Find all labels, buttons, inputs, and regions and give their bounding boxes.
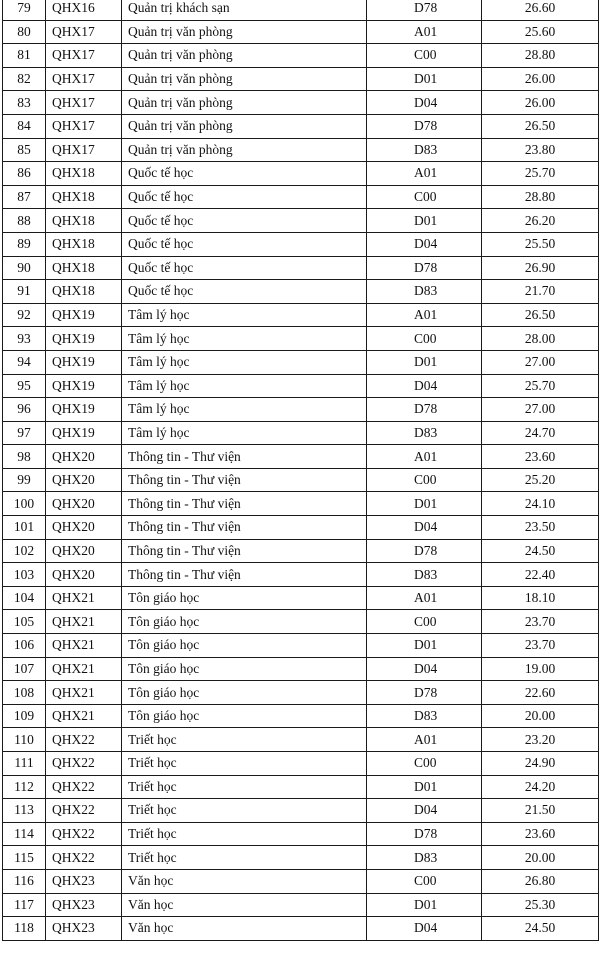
major-code-cell: QHX18: [46, 162, 122, 186]
table-row: [3, 138, 599, 162]
cutoff-score-cell: 24.50: [482, 917, 599, 941]
subject-group-cell: C00: [367, 44, 482, 68]
row-number-cell: 85: [3, 138, 46, 162]
table-row: [3, 20, 599, 44]
row-number-cell: 118: [3, 917, 46, 941]
cutoff-score-cell: 23.80: [482, 138, 599, 162]
cutoff-score-cell: 21.50: [482, 799, 599, 823]
major-name-cell: Triết học: [122, 822, 367, 846]
table-row: [3, 256, 599, 280]
table-row: [3, 374, 599, 398]
table-row: [3, 280, 599, 304]
table-row: [3, 303, 599, 327]
major-code-cell: QHX22: [46, 822, 122, 846]
table-row: [3, 398, 599, 422]
cutoff-score-cell: 26.00: [482, 67, 599, 91]
major-code-cell: QHX20: [46, 445, 122, 469]
table-row: [3, 209, 599, 233]
subject-group-cell: A01: [367, 445, 482, 469]
subject-group-cell: D01: [367, 492, 482, 516]
major-name-cell: Tâm lý học: [122, 327, 367, 351]
table-row: [3, 91, 599, 115]
row-number-cell: 107: [3, 657, 46, 681]
cutoff-score-cell: 26.60: [482, 0, 599, 20]
major-code-cell: QHX21: [46, 704, 122, 728]
row-number-cell: 103: [3, 563, 46, 587]
subject-group-cell: D78: [367, 398, 482, 422]
major-name-cell: Quản trị văn phòng: [122, 67, 367, 91]
table-row: [3, 445, 599, 469]
row-number-cell: 82: [3, 67, 46, 91]
row-number-cell: 109: [3, 704, 46, 728]
table-row: [3, 799, 599, 823]
major-code-cell: QHX21: [46, 657, 122, 681]
major-code-cell: QHX18: [46, 185, 122, 209]
cutoff-score-cell: 25.60: [482, 20, 599, 44]
row-number-cell: 112: [3, 775, 46, 799]
table-row: [3, 563, 599, 587]
major-code-cell: QHX18: [46, 256, 122, 280]
row-number-cell: 110: [3, 728, 46, 752]
subject-group-cell: D83: [367, 421, 482, 445]
major-code-cell: QHX21: [46, 610, 122, 634]
cutoff-score-cell: 19.00: [482, 657, 599, 681]
major-name-cell: Tôn giáo học: [122, 610, 367, 634]
row-number-cell: 117: [3, 893, 46, 917]
major-name-cell: Thông tin - Thư viện: [122, 539, 367, 563]
table-row: [3, 752, 599, 776]
subject-group-cell: D83: [367, 138, 482, 162]
table-row: [3, 610, 599, 634]
major-code-cell: QHX17: [46, 114, 122, 138]
table-row: [3, 516, 599, 540]
major-code-cell: QHX18: [46, 209, 122, 233]
cutoff-score-cell: 22.60: [482, 681, 599, 705]
subject-group-cell: D83: [367, 280, 482, 304]
subject-group-cell: C00: [367, 610, 482, 634]
subject-group-cell: D04: [367, 516, 482, 540]
major-code-cell: QHX21: [46, 681, 122, 705]
major-name-cell: Triết học: [122, 752, 367, 776]
major-name-cell: Tôn giáo học: [122, 586, 367, 610]
major-name-cell: Triết học: [122, 846, 367, 870]
major-name-cell: Thông tin - Thư viện: [122, 492, 367, 516]
row-number-cell: 111: [3, 752, 46, 776]
subject-group-cell: D78: [367, 114, 482, 138]
cutoff-score-cell: 26.00: [482, 91, 599, 115]
row-number-cell: 102: [3, 539, 46, 563]
row-number-cell: 116: [3, 869, 46, 893]
table-row: [3, 657, 599, 681]
major-code-cell: QHX17: [46, 67, 122, 91]
major-name-cell: Văn học: [122, 893, 367, 917]
row-number-cell: 79: [3, 0, 46, 20]
cutoff-score-cell: 25.70: [482, 374, 599, 398]
cutoff-score-cell: 26.50: [482, 303, 599, 327]
table-row: [3, 114, 599, 138]
subject-group-cell: D01: [367, 350, 482, 374]
major-name-cell: Quốc tế học: [122, 232, 367, 256]
major-name-cell: Quản trị văn phòng: [122, 138, 367, 162]
subject-group-cell: D83: [367, 846, 482, 870]
major-code-cell: QHX20: [46, 516, 122, 540]
cutoff-score-cell: 23.70: [482, 634, 599, 658]
major-name-cell: Thông tin - Thư viện: [122, 563, 367, 587]
cutoff-score-cell: 23.70: [482, 610, 599, 634]
row-number-cell: 97: [3, 421, 46, 445]
row-number-cell: 115: [3, 846, 46, 870]
score-table: [2, 0, 599, 941]
score-table-body: [3, 0, 599, 940]
major-name-cell: Triết học: [122, 728, 367, 752]
table-row: [3, 893, 599, 917]
major-name-cell: Tôn giáo học: [122, 634, 367, 658]
subject-group-cell: C00: [367, 185, 482, 209]
subject-group-cell: C00: [367, 752, 482, 776]
row-number-cell: 98: [3, 445, 46, 469]
subject-group-cell: D01: [367, 634, 482, 658]
subject-group-cell: C00: [367, 468, 482, 492]
cutoff-score-cell: 24.90: [482, 752, 599, 776]
row-number-cell: 108: [3, 681, 46, 705]
row-number-cell: 104: [3, 586, 46, 610]
table-row: [3, 869, 599, 893]
major-code-cell: QHX20: [46, 539, 122, 563]
row-number-cell: 89: [3, 232, 46, 256]
table-row: [3, 162, 599, 186]
row-number-cell: 80: [3, 20, 46, 44]
major-code-cell: QHX23: [46, 917, 122, 941]
major-code-cell: QHX18: [46, 232, 122, 256]
cutoff-score-cell: 24.20: [482, 775, 599, 799]
major-name-cell: Quản trị văn phòng: [122, 44, 367, 68]
subject-group-cell: A01: [367, 303, 482, 327]
table-row: [3, 327, 599, 351]
table-row: [3, 350, 599, 374]
major-name-cell: Tâm lý học: [122, 303, 367, 327]
major-name-cell: Văn học: [122, 917, 367, 941]
row-number-cell: 88: [3, 209, 46, 233]
row-number-cell: 101: [3, 516, 46, 540]
table-row: [3, 539, 599, 563]
table-row: [3, 681, 599, 705]
row-number-cell: 95: [3, 374, 46, 398]
table-row: [3, 232, 599, 256]
major-code-cell: QHX23: [46, 869, 122, 893]
major-name-cell: Thông tin - Thư viện: [122, 468, 367, 492]
row-number-cell: 91: [3, 280, 46, 304]
major-name-cell: Quốc tế học: [122, 209, 367, 233]
table-row: [3, 421, 599, 445]
major-code-cell: QHX18: [46, 280, 122, 304]
major-code-cell: QHX22: [46, 775, 122, 799]
subject-group-cell: D04: [367, 91, 482, 115]
table-row: [3, 728, 599, 752]
cutoff-score-cell: 25.20: [482, 468, 599, 492]
major-name-cell: Tâm lý học: [122, 421, 367, 445]
cutoff-score-cell: 23.60: [482, 445, 599, 469]
subject-group-cell: D04: [367, 374, 482, 398]
major-name-cell: Quốc tế học: [122, 162, 367, 186]
cutoff-score-cell: 18.10: [482, 586, 599, 610]
major-code-cell: QHX22: [46, 846, 122, 870]
subject-group-cell: D04: [367, 917, 482, 941]
subject-group-cell: D83: [367, 704, 482, 728]
major-code-cell: QHX17: [46, 138, 122, 162]
cutoff-score-cell: 23.60: [482, 822, 599, 846]
major-code-cell: QHX17: [46, 20, 122, 44]
major-name-cell: Tôn giáo học: [122, 681, 367, 705]
table-row: [3, 492, 599, 516]
major-code-cell: QHX20: [46, 563, 122, 587]
cutoff-score-cell: 26.50: [482, 114, 599, 138]
subject-group-cell: A01: [367, 728, 482, 752]
cutoff-score-cell: 28.80: [482, 44, 599, 68]
table-row: [3, 44, 599, 68]
major-code-cell: QHX20: [46, 468, 122, 492]
row-number-cell: 84: [3, 114, 46, 138]
major-code-cell: QHX19: [46, 303, 122, 327]
major-name-cell: Thông tin - Thư viện: [122, 516, 367, 540]
subject-group-cell: D78: [367, 822, 482, 846]
table-row: [3, 634, 599, 658]
major-name-cell: Triết học: [122, 775, 367, 799]
cutoff-score-cell: 20.00: [482, 704, 599, 728]
major-name-cell: Tâm lý học: [122, 350, 367, 374]
subject-group-cell: D04: [367, 657, 482, 681]
major-name-cell: Quản trị khách sạn: [122, 0, 367, 20]
table-row: [3, 917, 599, 941]
table-row: [3, 704, 599, 728]
subject-group-cell: A01: [367, 586, 482, 610]
major-code-cell: QHX16: [46, 0, 122, 20]
major-name-cell: Tâm lý học: [122, 374, 367, 398]
major-name-cell: Tôn giáo học: [122, 704, 367, 728]
major-code-cell: QHX22: [46, 728, 122, 752]
cutoff-score-cell: 24.10: [482, 492, 599, 516]
row-number-cell: 105: [3, 610, 46, 634]
table-row: [3, 846, 599, 870]
major-name-cell: Triết học: [122, 799, 367, 823]
cutoff-score-cell: 28.00: [482, 327, 599, 351]
cutoff-score-cell: 26.80: [482, 869, 599, 893]
cutoff-score-cell: 24.50: [482, 539, 599, 563]
subject-group-cell: D01: [367, 775, 482, 799]
table-row: [3, 185, 599, 209]
cutoff-score-cell: 21.70: [482, 280, 599, 304]
major-name-cell: Tôn giáo học: [122, 657, 367, 681]
major-name-cell: Quốc tế học: [122, 185, 367, 209]
row-number-cell: 81: [3, 44, 46, 68]
subject-group-cell: C00: [367, 869, 482, 893]
major-name-cell: Thông tin - Thư viện: [122, 445, 367, 469]
subject-group-cell: D78: [367, 0, 482, 20]
major-name-cell: Tâm lý học: [122, 398, 367, 422]
major-code-cell: QHX19: [46, 350, 122, 374]
row-number-cell: 94: [3, 350, 46, 374]
major-code-cell: QHX22: [46, 752, 122, 776]
major-name-cell: Quốc tế học: [122, 256, 367, 280]
subject-group-cell: D01: [367, 209, 482, 233]
cutoff-score-cell: 25.70: [482, 162, 599, 186]
major-code-cell: QHX19: [46, 374, 122, 398]
subject-group-cell: D83: [367, 563, 482, 587]
table-row: [3, 775, 599, 799]
major-code-cell: QHX19: [46, 421, 122, 445]
cutoff-score-cell: 28.80: [482, 185, 599, 209]
row-number-cell: 113: [3, 799, 46, 823]
cutoff-score-cell: 26.20: [482, 209, 599, 233]
table-row: [3, 0, 599, 20]
major-code-cell: QHX17: [46, 44, 122, 68]
cutoff-score-cell: 23.20: [482, 728, 599, 752]
major-name-cell: Văn học: [122, 869, 367, 893]
major-code-cell: QHX19: [46, 327, 122, 351]
cutoff-score-cell: 26.90: [482, 256, 599, 280]
subject-group-cell: A01: [367, 162, 482, 186]
row-number-cell: 100: [3, 492, 46, 516]
table-row: [3, 586, 599, 610]
row-number-cell: 92: [3, 303, 46, 327]
row-number-cell: 106: [3, 634, 46, 658]
row-number-cell: 99: [3, 468, 46, 492]
major-code-cell: QHX21: [46, 634, 122, 658]
row-number-cell: 96: [3, 398, 46, 422]
row-number-cell: 114: [3, 822, 46, 846]
major-code-cell: QHX17: [46, 91, 122, 115]
subject-group-cell: C00: [367, 327, 482, 351]
table-row: [3, 67, 599, 91]
cutoff-score-cell: 27.00: [482, 398, 599, 422]
subject-group-cell: D78: [367, 681, 482, 705]
major-name-cell: Quản trị văn phòng: [122, 91, 367, 115]
subject-group-cell: D04: [367, 232, 482, 256]
major-code-cell: QHX22: [46, 799, 122, 823]
cutoff-score-cell: 20.00: [482, 846, 599, 870]
table-row: [3, 822, 599, 846]
subject-group-cell: D01: [367, 893, 482, 917]
table-row: [3, 468, 599, 492]
major-code-cell: QHX19: [46, 398, 122, 422]
subject-group-cell: D78: [367, 539, 482, 563]
subject-group-cell: A01: [367, 20, 482, 44]
cutoff-score-cell: 25.30: [482, 893, 599, 917]
subject-group-cell: D01: [367, 67, 482, 91]
row-number-cell: 86: [3, 162, 46, 186]
cutoff-score-cell: 27.00: [482, 350, 599, 374]
row-number-cell: 93: [3, 327, 46, 351]
row-number-cell: 90: [3, 256, 46, 280]
major-name-cell: Quốc tế học: [122, 280, 367, 304]
subject-group-cell: D04: [367, 799, 482, 823]
row-number-cell: 87: [3, 185, 46, 209]
major-name-cell: Quản trị văn phòng: [122, 20, 367, 44]
major-code-cell: QHX21: [46, 586, 122, 610]
cutoff-score-cell: 23.50: [482, 516, 599, 540]
cutoff-score-cell: 25.50: [482, 232, 599, 256]
cutoff-score-cell: 22.40: [482, 563, 599, 587]
major-code-cell: QHX20: [46, 492, 122, 516]
major-name-cell: Quản trị văn phòng: [122, 114, 367, 138]
major-code-cell: QHX23: [46, 893, 122, 917]
subject-group-cell: D78: [367, 256, 482, 280]
row-number-cell: 83: [3, 91, 46, 115]
cutoff-score-cell: 24.70: [482, 421, 599, 445]
